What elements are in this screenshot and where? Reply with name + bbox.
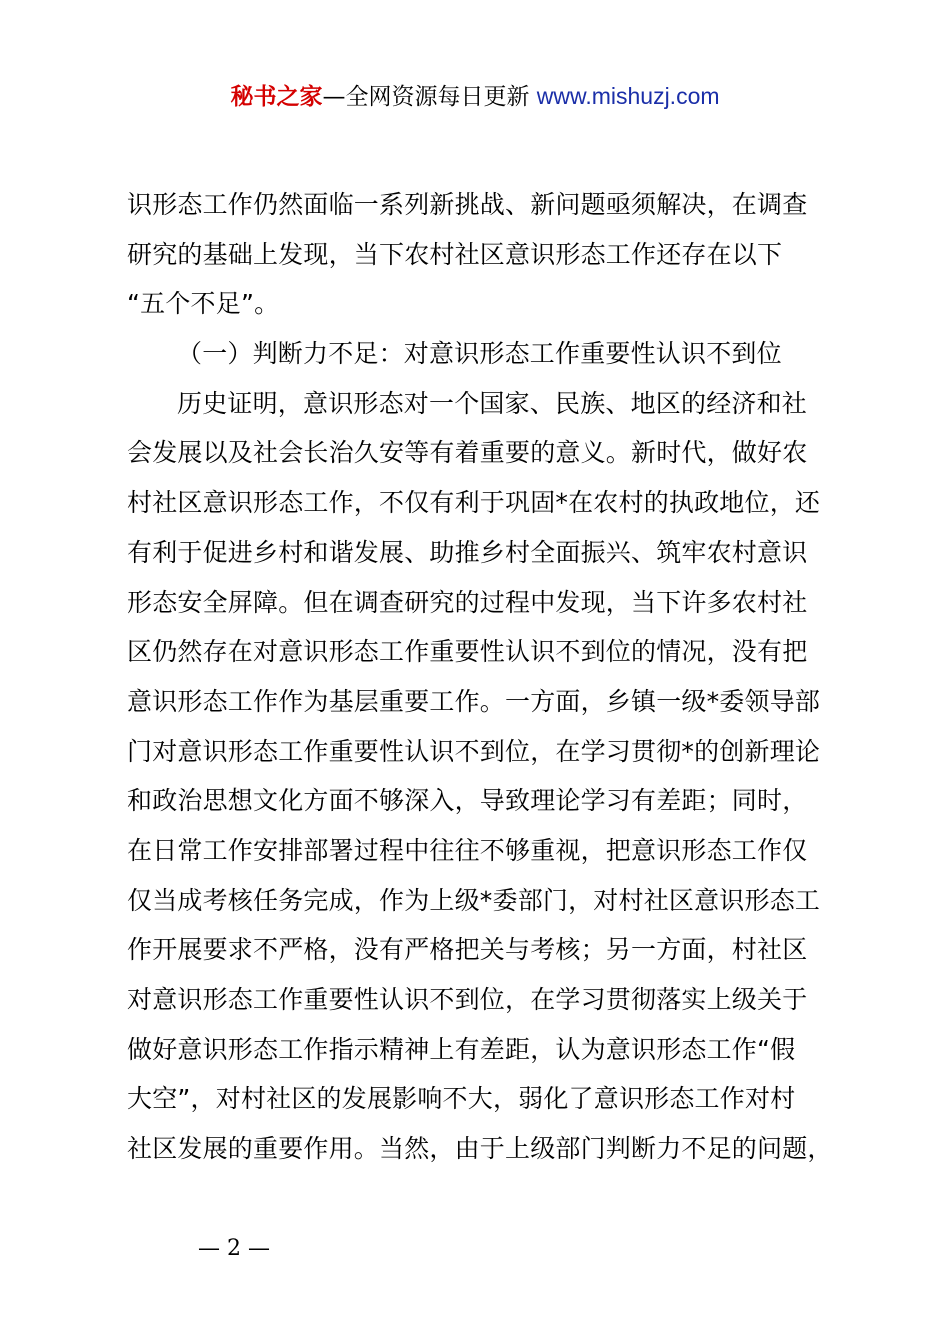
text-line: 意识形态工作作为基层重要工作。一方面，乡镇一级*委领导部 bbox=[127, 686, 821, 716]
text-line: 识形态工作仍然面临一系列新挑战、新问题亟须解决，在调查 bbox=[127, 190, 808, 219]
text-line: 形态安全屏障。但在调查研究的过程中发现，当下许多农村社 bbox=[127, 587, 808, 617]
text-line: 在日常工作安排部署过程中往往不够重视，把意识形态工作仅 bbox=[127, 835, 808, 865]
paragraph-first-line: 历史证明，意识形态对一个国家、民族、地区的经济和社 bbox=[177, 388, 808, 418]
page-number: — 2 — bbox=[198, 1236, 270, 1261]
text-line: 门对意识形态工作重要性认识不到位，在学习贯彻*的创新理论 bbox=[127, 736, 821, 766]
text-line: 作开展要求不严格，没有严格把关与考核；另一方面，村社区 bbox=[127, 935, 808, 965]
text-line: 村社区意识形态工作，不仅有利于巩固*在农村的执政地位，还 bbox=[127, 488, 821, 518]
site-url-link[interactable]: www.mishuzj.com bbox=[536, 83, 720, 109]
text-line: 区仍然存在对意识形态工作重要性认识不到位的情况，没有把 bbox=[127, 637, 808, 667]
document-body bbox=[127, 180, 833, 1174]
site-tagline: —全网资源每日更新 bbox=[322, 84, 537, 110]
text-line: 对意识形态工作重要性认识不到位，在学习贯彻落实上级关于 bbox=[127, 985, 808, 1014]
site-name: 秘书之家 bbox=[230, 84, 323, 110]
section-heading: （一）判断力不足：对意识形态工作重要性认识不到位 bbox=[177, 339, 782, 369]
text-line: “五个不足”。 bbox=[127, 289, 280, 319]
text-line: 和政治思想文化方面不够深入，导致理论学习有差距；同时， bbox=[127, 786, 808, 816]
page-header bbox=[0, 78, 950, 115]
text-line: 有利于促进乡村和谐发展、助推乡村全面振兴、筑牢农村意识 bbox=[127, 537, 808, 567]
text-line: 大空”，对村社区的发展影响不大，弱化了意识形态工作对村 bbox=[127, 1084, 796, 1114]
text-line: 研究的基础上发现，当下农村社区意识形态工作还存在以下 bbox=[127, 239, 783, 269]
text-line: 会发展以及社会长治久安等有着重要的意义。新时代，做好农 bbox=[127, 438, 808, 468]
text-line: 仅当成考核任务完成，作为上级*委部门，对村社区意识形态工 bbox=[127, 885, 821, 915]
text-line: 做好意识形态工作指示精神上有差距，认为意识形态工作“假 bbox=[127, 1034, 796, 1064]
text-line: 社区发展的重要作用。当然，由于上级部门判断力不足的问题， bbox=[127, 1134, 833, 1164]
